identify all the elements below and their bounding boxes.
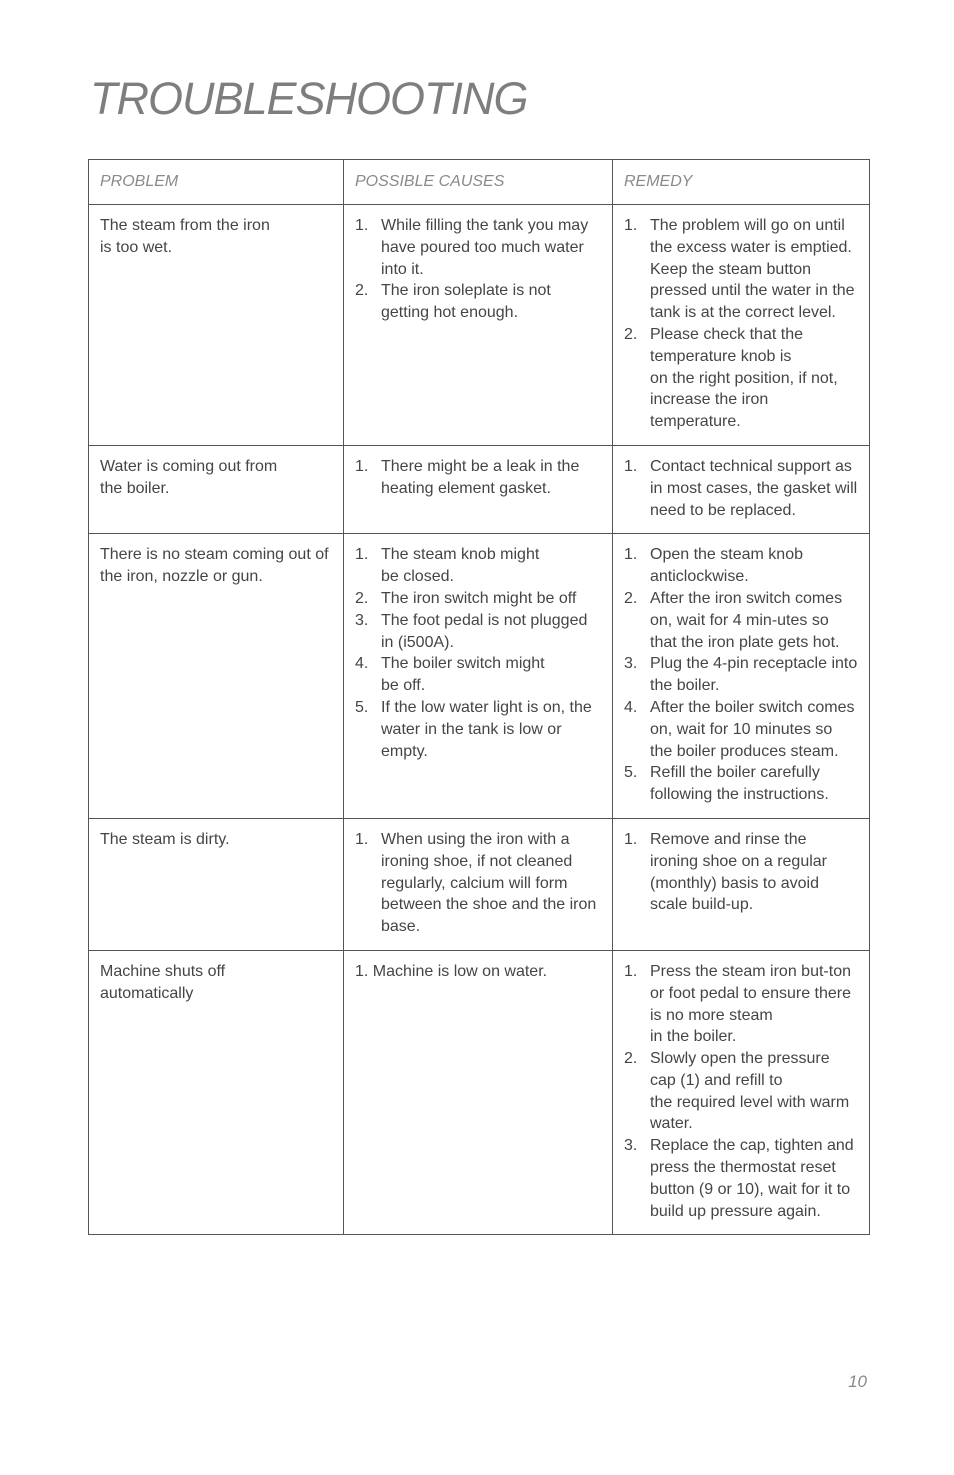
remedy-item-list xyxy=(624,544,858,806)
cause-item xyxy=(355,215,601,280)
cause-item-text: The foot pedal is not plugged in (i500A). xyxy=(381,611,588,651)
remedy-item-text: Open the steam knob anticlockwise. xyxy=(650,546,803,586)
cause-item-text: The steam knob might be closed. xyxy=(381,546,540,586)
list-number: 1. xyxy=(355,457,369,475)
remedy-item xyxy=(624,961,858,1048)
cause-text: 1. Machine is low on water. xyxy=(355,962,548,980)
remedy-item xyxy=(624,697,858,762)
remedy-item xyxy=(624,829,858,916)
remedy-item xyxy=(624,653,858,697)
header-remedy: REMEDY xyxy=(613,160,870,205)
causes-cell xyxy=(344,205,613,446)
remedy-item-list xyxy=(624,215,858,433)
cause-item xyxy=(355,588,601,610)
problem-text: is too wet. xyxy=(100,238,173,256)
remedy-cell xyxy=(613,445,870,533)
cause-item xyxy=(355,697,601,762)
list-number: 1. xyxy=(355,830,369,848)
cause-item xyxy=(355,610,601,654)
list-number: 4. xyxy=(355,655,369,673)
table-row xyxy=(89,818,870,950)
cause-item xyxy=(355,280,601,324)
problem-cell xyxy=(89,445,344,533)
cause-item-text: The iron soleplate is not getting hot enough. xyxy=(381,282,551,322)
cause-item-text: The iron switch might be off xyxy=(381,589,577,607)
remedy-item xyxy=(624,544,858,588)
cause-item xyxy=(355,829,601,938)
remedy-item-list xyxy=(624,829,858,916)
causes-cell xyxy=(344,818,613,950)
list-number: 3. xyxy=(355,611,369,629)
list-number: 5. xyxy=(355,698,369,716)
causes-cell xyxy=(344,445,613,533)
list-number: 1. xyxy=(355,217,369,234)
remedy-item-text: After the iron switch comes on, wait for 4 min-utes so that the iron plate gets hot. xyxy=(650,589,843,651)
list-number: 2. xyxy=(355,282,369,300)
list-number: 1. xyxy=(624,457,638,475)
list-number: 2. xyxy=(355,589,369,607)
list-number: 2. xyxy=(624,1050,638,1068)
remedy-cell xyxy=(613,534,870,819)
remedy-item xyxy=(624,456,858,521)
list-number: 3. xyxy=(624,655,638,673)
table-header-row xyxy=(89,160,870,205)
cause-item xyxy=(355,456,601,500)
remedy-item xyxy=(624,1135,858,1222)
causes-cell xyxy=(344,534,613,819)
problem-cell xyxy=(89,950,344,1235)
page-number: 10 xyxy=(848,1372,867,1391)
problem-text: Water is coming out from xyxy=(100,457,278,475)
list-number: 1. xyxy=(355,546,369,564)
remedy-item-text: Slowly open the pressure cap (1) and refill to the required level with warm water. xyxy=(650,1050,850,1133)
table-row xyxy=(89,445,870,533)
remedy-item-text: Remove and rinse the ironing shoe on a regular (monthly) basis to avoid scale build-up. xyxy=(650,830,828,914)
remedy-cell xyxy=(613,818,870,950)
remedy-item xyxy=(624,762,858,806)
cause-item-text: The boiler switch might be off. xyxy=(381,655,545,695)
cause-item-text: While filling the tank you may have poured too much water into it. xyxy=(381,217,589,278)
remedy-item xyxy=(624,1048,858,1135)
cause-item-list xyxy=(355,544,601,762)
list-number: 2. xyxy=(624,325,638,343)
remedy-item-list xyxy=(624,456,858,521)
list-number: 1. xyxy=(624,217,638,234)
remedy-item xyxy=(624,588,858,653)
remedy-item xyxy=(624,324,858,433)
list-number: 1. xyxy=(624,962,638,980)
troubleshooting-table xyxy=(88,159,870,1235)
problem-text: The steam from the iron xyxy=(100,217,270,234)
list-number: 3. xyxy=(624,1137,638,1155)
remedy-cell xyxy=(613,205,870,446)
page-title: TROUBLESHOOTING xyxy=(90,73,528,124)
remedy-item-text: Press the steam iron but-ton or foot pedal to ensure there is no more steam in the boiler. xyxy=(650,962,852,1046)
problem-text: There is no steam coming out of the iron, nozzle or gun. xyxy=(100,546,329,586)
remedy-item xyxy=(624,215,858,324)
list-number: 1. xyxy=(624,546,638,564)
table-row xyxy=(89,534,870,819)
problem-cell xyxy=(89,534,344,819)
problem-text: Machine shuts off xyxy=(100,962,226,980)
cause-item-text: If the low water light is on, the water in the tank is low or empty. xyxy=(381,698,592,760)
cause-item-text: There might be a leak in the heating element gasket. xyxy=(381,457,580,497)
table-body xyxy=(89,205,870,1235)
table-row xyxy=(89,205,870,446)
problem-text: automatically xyxy=(100,984,194,1002)
remedy-item-text: The problem will go on until the excess water is emptied. Keep the steam button pressed until the water in the tank is at the correct level. xyxy=(650,217,855,322)
cause-item-list xyxy=(355,215,601,324)
problem-text: the boiler. xyxy=(100,479,170,497)
remedy-item-text: After the boiler switch comes on, wait for 10 minutes so the boiler produces steam. xyxy=(650,698,855,760)
remedy-item-list xyxy=(624,961,858,1223)
problem-text: The steam is dirty. xyxy=(100,830,230,848)
problem-cell xyxy=(89,205,344,446)
remedy-item-text: Contact technical support as in most cases, the gasket will need to be replaced. xyxy=(650,457,858,519)
remedy-item-text: Refill the boiler carefully following the instructions. xyxy=(650,764,829,804)
cause-item xyxy=(355,544,601,588)
list-number: 5. xyxy=(624,764,638,782)
header-possible-causes: POSSIBLE CAUSES xyxy=(344,160,613,205)
header-problem: PROBLEM xyxy=(89,160,344,205)
cause-item-text: When using the iron with a ironing shoe, if not cleaned regularly, calcium will form between the shoe and the iron base. xyxy=(381,830,597,936)
list-number: 4. xyxy=(624,698,638,716)
remedy-item-text: Plug the 4-pin receptacle into the boiler. xyxy=(650,655,858,695)
causes-cell xyxy=(344,950,613,1235)
list-number: 2. xyxy=(624,589,638,607)
remedy-item-text: Replace the cap, tighten and press the thermostat reset button (9 or 10), wait for it to build up pressure again. xyxy=(650,1137,854,1220)
remedy-cell xyxy=(613,950,870,1235)
cause-item-list xyxy=(355,829,601,938)
list-number: 1. xyxy=(624,830,638,848)
problem-cell xyxy=(89,818,344,950)
table-row xyxy=(89,950,870,1235)
cause-item xyxy=(355,653,601,697)
cause-item-list xyxy=(355,456,601,500)
remedy-item-text: Please check that the temperature knob is on the right position, if not, increase the iron temperature. xyxy=(650,325,838,431)
